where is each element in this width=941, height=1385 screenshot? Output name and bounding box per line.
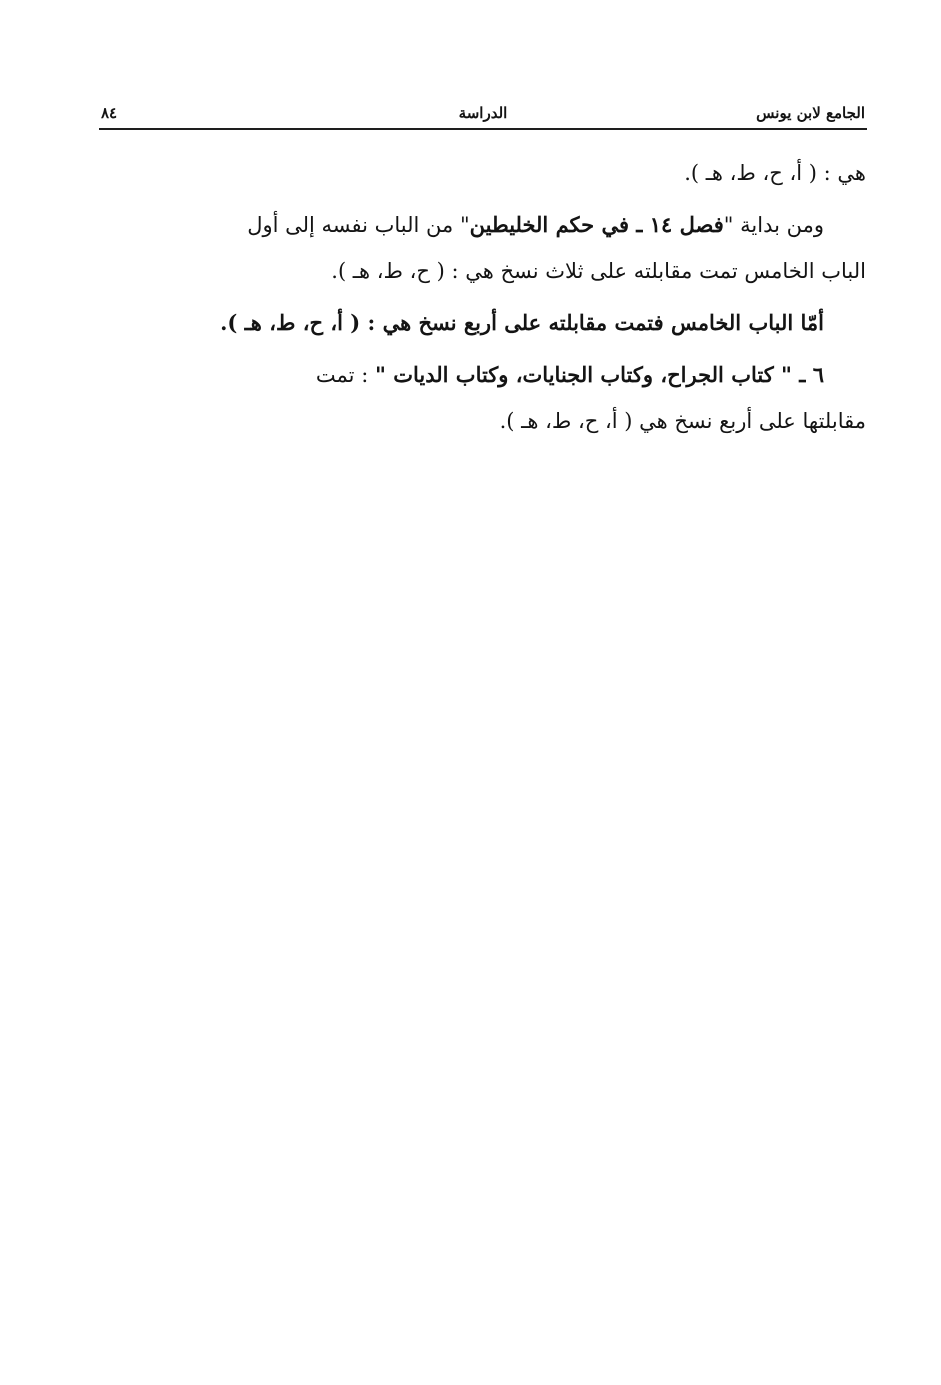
page-number: ٨٤: [101, 104, 118, 122]
paragraph-3-line-1: أمّا الباب الخامس فتمت مقابلته على أربع نسخ هي : ( أ، ح، ط، هـ ).: [220, 310, 824, 335]
paragraph-1-line-1: هي : ( أ، ح، ط، هـ ).: [684, 161, 866, 185]
chapter-title-bold: فصل ١٤ ـ في حكم الخليطين: [469, 212, 724, 237]
header-section-title: الدراسة: [458, 104, 508, 122]
paragraph-4-line-1-suffix: : تمت: [315, 363, 375, 387]
paragraph-2-line-2: الباب الخامس تمت مقابلته على ثلاث نسخ هي : ( ح، ط، هـ ).: [331, 259, 866, 283]
paragraph-4-line-2: مقابلتها على أربع نسخ هي ( أ، ح، ط، هـ ).: [499, 409, 866, 433]
paragraph-4: [110, 352, 866, 444]
paragraph-2-line-1-prefix: ومن بداية ": [723, 213, 824, 237]
paragraph-4-line-1: [110, 352, 866, 398]
paragraph-2-line-1: [110, 202, 866, 248]
body-text: [110, 150, 866, 450]
header-book-title: الجامع لابن يونس: [756, 104, 865, 122]
paragraph-1: [110, 150, 866, 196]
paragraph-2-line-1-suffix: " من الباب نفسه إلى أول: [247, 213, 470, 237]
paragraph-3: [110, 300, 866, 346]
paragraph-2: [110, 202, 866, 294]
running-header: [99, 100, 867, 130]
section-heading-bold: ٦ ـ " كتاب الجراح، وكتاب الجنايات، وكتاب الديات ": [374, 362, 824, 387]
